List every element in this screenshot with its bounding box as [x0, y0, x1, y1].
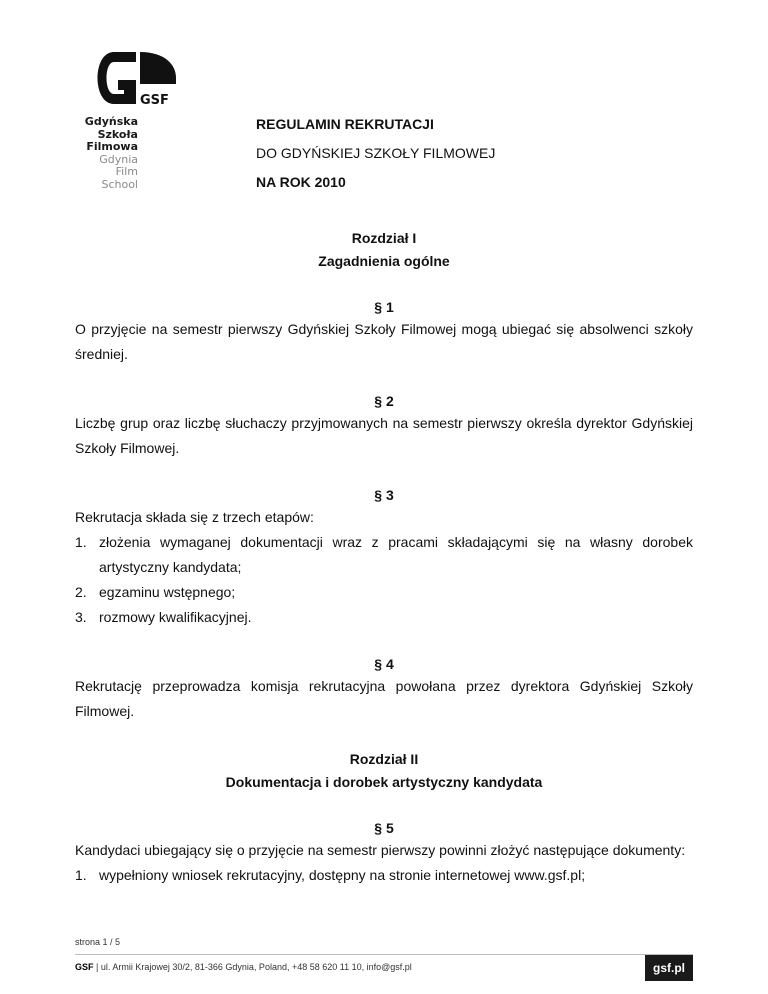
- list-item: 1. wypełniony wniosek rekrutacyjny, dostępny na stronie internetowej www.gsf.pl;: [75, 867, 586, 883]
- section-3-list: [75, 530, 693, 630]
- document-body: [75, 227, 693, 888]
- website-badge[interactable]: gsf.pl: [645, 955, 693, 981]
- section-2-number: § 2: [374, 393, 394, 409]
- section-2-text: Liczbę grup oraz liczbę słuchaczy przyjmowanych na semestr pierwszy określa dyrektor Gdyńskiej Szkoły Filmowej.: [75, 415, 693, 456]
- section-1-number: § 1: [374, 299, 394, 315]
- gsf-logo: [78, 50, 178, 191]
- document-title: REGULAMIN REKRUTACJI: [256, 116, 434, 132]
- page-number: strona 1 / 5: [75, 937, 121, 947]
- section-5-number: § 5: [374, 820, 394, 836]
- logo-line-3: Filmowa: [86, 140, 138, 153]
- logo-line-4: Gdynia: [99, 152, 138, 166]
- list-item: 2. egzaminu wstępnego;: [75, 584, 236, 600]
- list-item: 1. złożenia wymaganej dokumentacji wraz z pracami składającymi się na własny dorobek artystyczny kandydata;: [75, 534, 693, 575]
- section-4-text: Rekrutację przeprowadza komisja rekrutacyjna powołana przez dyrektora Gdyńskiej Szkoły Filmowej.: [75, 678, 693, 719]
- footer-divider: [75, 954, 693, 955]
- chapter-1-title: Rozdział I: [351, 230, 417, 246]
- logo-line-2: Szkoła: [97, 127, 138, 141]
- gsf-mark-text: GSF: [140, 93, 169, 108]
- chapter-2-subtitle: Dokumentacja i dorobek artystyczny kandydata: [225, 774, 543, 790]
- section-4-number: § 4: [374, 656, 394, 672]
- gsf-logo-icon: [78, 50, 178, 108]
- document-subtitle: DO GDYŃSKIEJ SZKOŁY FILMOWEJ: [256, 145, 496, 161]
- logo-line-1: Gdyńska: [84, 115, 138, 128]
- section-3-intro: Rekrutacja składa się z trzech etapów:: [75, 509, 314, 525]
- logo-line-5: Film School: [101, 165, 138, 191]
- document-header: [256, 110, 495, 197]
- section-5-list: [75, 863, 693, 888]
- document-year: NA ROK 2010: [256, 174, 346, 190]
- section-3-number: § 3: [374, 487, 394, 503]
- chapter-1-subtitle: Zagadnienia ogólne: [318, 253, 450, 269]
- section-5-intro: Kandydaci ubiegający się o przyjęcie na semestr pierwszy powinni złożyć następujące dokumenty:: [75, 842, 686, 858]
- list-item: 3. rozmowy kwalifikacyjnej.: [75, 609, 252, 625]
- section-1-text: O przyjęcie na semestr pierwszy Gdyńskiej Szkoły Filmowej mogą ubiegać się absolwenci szkoły średniej.: [75, 321, 693, 362]
- footer-address: GSF | ul. Armii Krajowej 30/2, 81-366 Gdynia, Poland, +48 58 620 11 10, info@gsf.pl: [75, 962, 412, 972]
- chapter-2-title: Rozdział II: [349, 751, 419, 767]
